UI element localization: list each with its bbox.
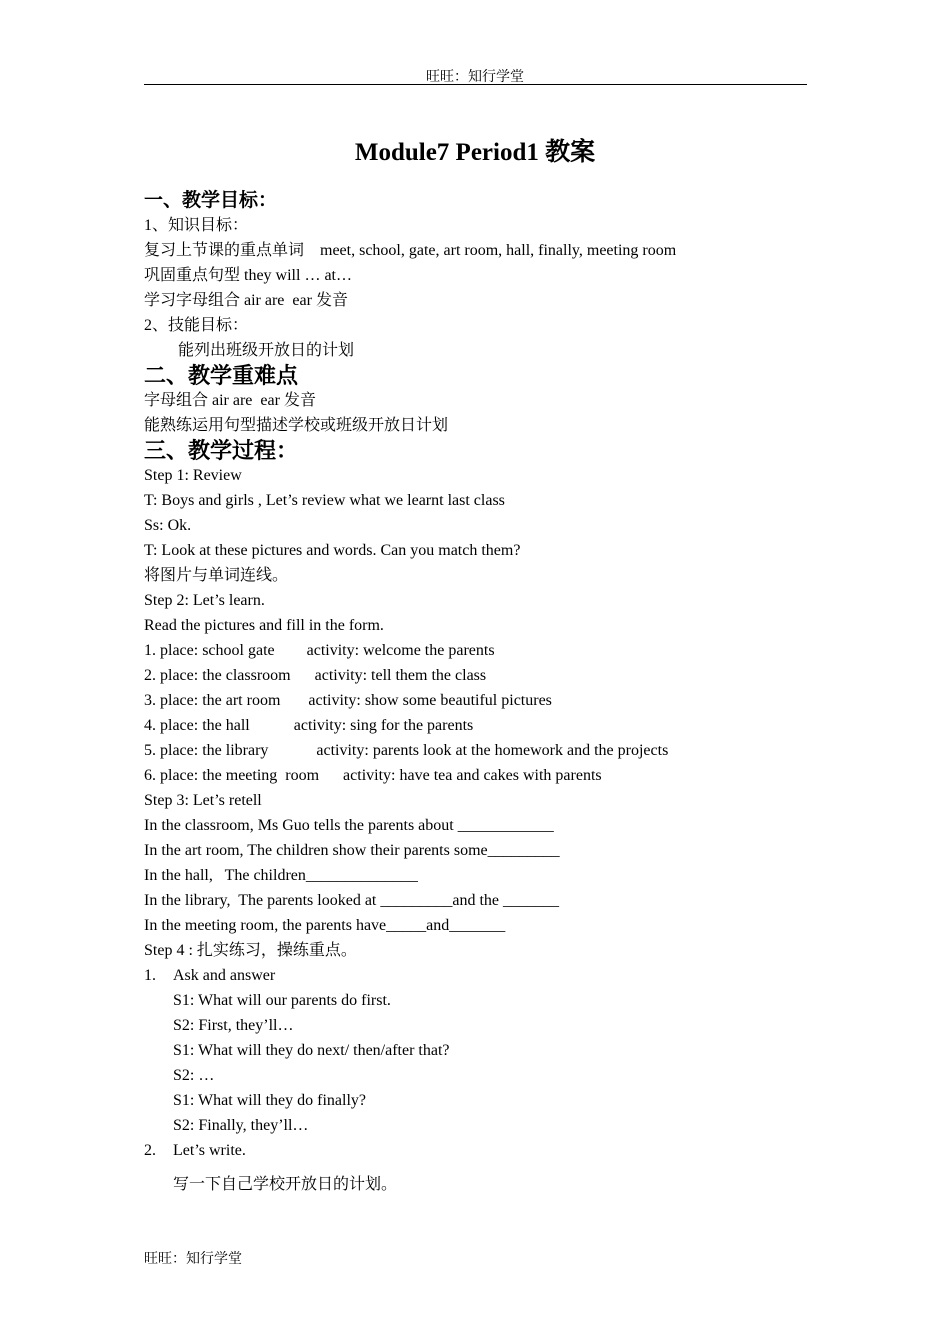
step2-line: 4. place: the hall activity: sing for the parents: [144, 717, 474, 734]
list-item-ask-and-answer: [144, 963, 807, 988]
skill-goal-line: 能列出班级开放日的计划: [178, 342, 355, 359]
dialogue-line: S1: What will they do next/ then/after that?: [173, 1042, 450, 1059]
list-number: 1.: [144, 967, 156, 984]
step4-title: Step 4 : 扎实练习，操练重点。: [144, 942, 357, 959]
dialogue-line: S1: What will they do finally?: [173, 1092, 367, 1109]
page-footer: 旺旺：知行学堂: [144, 1252, 242, 1267]
step3-line: In the classroom, Ms Guo tells the parents about ____________: [144, 817, 554, 834]
difficulty-line: 能熟练运用句型描述学校或班级开放日计划: [144, 417, 449, 434]
step2-line: 2. place: the classroom activity: tell them the class: [144, 667, 487, 684]
section-heading-process: 三、教学过程：: [144, 438, 299, 463]
step1-line: T: Look at these pictures and words. Can you match them?: [144, 542, 521, 559]
step2-line: 1. place: school gate activity: welcome the parents: [144, 642, 495, 659]
step1-line: 将图片与单词连线。: [144, 567, 289, 584]
dialogue-line: S2: …: [173, 1067, 215, 1084]
list-label: Let’s write.: [173, 1142, 246, 1159]
section-heading-difficulties: 二、教学重难点: [144, 363, 299, 388]
header-divider: [144, 84, 807, 85]
document-title: Module7 Period1 教案: [354, 139, 596, 166]
step3-line: In the meeting room, the parents have_____and_______: [144, 917, 506, 934]
list-item-lets-write: [144, 1138, 807, 1163]
step2-line: Step 2: Let’s learn.: [144, 592, 265, 609]
step3-line: Step 3: Let’s retell: [144, 792, 262, 809]
knowledge-goal-label: 1、知识目标：: [144, 217, 249, 234]
step3-line: In the art room, The children show their parents some_________: [144, 842, 560, 859]
knowledge-goal-line: 巩固重点句型 they will … at…: [144, 267, 352, 284]
writing-task-line: 写一下自己学校开放日的计划。: [173, 1176, 398, 1193]
dialogue-line: S2: First, they’ll…: [173, 1017, 294, 1034]
dialogue-line: S1: What will our parents do first.: [173, 992, 391, 1009]
knowledge-goal-line: 复习上节课的重点单词 meet, school, gate, art room, hall, finally, meeting room: [144, 242, 677, 259]
knowledge-goal-line: 学习字母组合 air are ear 发音: [144, 292, 348, 309]
step1-line: Step 1: Review: [144, 467, 242, 484]
step2-line: Read the pictures and fill in the form.: [144, 617, 384, 634]
step3-line: In the library, The parents looked at _________and the _______: [144, 892, 560, 909]
page-header: 旺旺：知行学堂: [426, 70, 524, 85]
dialogue-line: S2: Finally, they’ll…: [173, 1117, 309, 1134]
list-label: Ask and answer: [173, 967, 276, 984]
difficulty-line: 字母组合 air are ear 发音: [144, 392, 316, 409]
step1-line: Ss: Ok.: [144, 517, 192, 534]
skill-goal-label: 2、技能目标：: [144, 317, 249, 334]
step2-line: 3. place: the art room activity: show some beautiful pictures: [144, 692, 552, 709]
document-body: [144, 188, 807, 1197]
step3-line: In the hall, The children______________: [144, 867, 418, 884]
step1-line: T: Boys and girls , Let’s review what we learnt last class: [144, 492, 505, 509]
step2-line: 6. place: the meeting room activity: have tea and cakes with parents: [144, 767, 602, 784]
step2-line: 5. place: the library activity: parents look at the homework and the projects: [144, 742, 669, 759]
list-number: 2.: [144, 1142, 156, 1159]
section-heading-goals: 一、教学目标：: [144, 190, 278, 211]
